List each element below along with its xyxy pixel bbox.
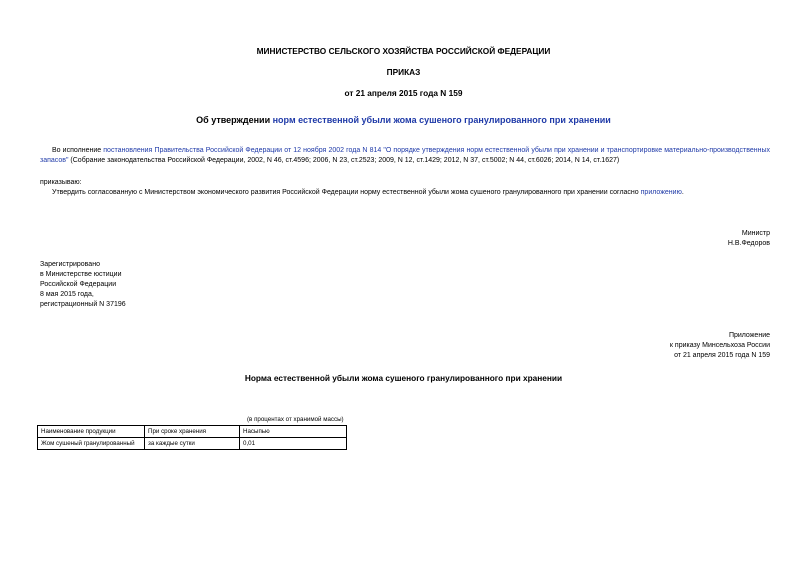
title-prefix: Об утверждении: [196, 115, 273, 125]
order-label: приказываю:: [40, 179, 82, 186]
preamble-text-end: (Собрание законодательства Российской Федерации, 2002, N 46, ст.4596; 2006, N 23, ст.2523; 2009, N 12, ст.1429; 2012, N 37, ст.5002; N 44, ст.6026; 2014, N 14, ст.1627): [68, 157, 620, 164]
registration-line: 8 мая 2015 года,: [40, 291, 94, 298]
preamble-paragraph: [40, 146, 770, 166]
document-type: ПРИКАЗ: [386, 67, 421, 77]
unit-note: (в процентах от хранимой массы): [247, 416, 344, 423]
signature-name: Н.В.Федоров: [727, 240, 770, 247]
table-header-row: [38, 426, 347, 438]
document-title: [0, 114, 807, 126]
registration-line: регистрационный N 37196: [40, 301, 126, 308]
document-date: от 21 апреля 2015 года N 159: [344, 88, 463, 98]
appendix-line: от 21 апреля 2015 года N 159: [674, 352, 770, 359]
table-cell: за каждые сутки: [145, 438, 240, 450]
registration-line: Российской Федерации: [40, 281, 117, 288]
header-cell-storage-period: При сроке хранения: [145, 426, 240, 438]
appendix-line: к приказу Минсельхоза России: [669, 342, 770, 349]
government-decree-link[interactable]: постановления Правительства Российской Федерации от 12 ноября 2002 года N 814 "О порядке утверждения норм естественной убыли при хранении и транспортировке материально-производственных запасов": [40, 147, 770, 164]
preamble-text-start: Во исполнение: [52, 147, 104, 154]
table-row: [38, 438, 347, 450]
order-text: Утвердить согласованную с Министерством экономического развития Российской Федерации норму естественной убыли жома сушеного гранулированного при хранении согласно: [52, 189, 641, 196]
ministry-heading: МИНИСТЕРСТВО СЕЛЬСКОГО ХОЗЯЙСТВА РОССИЙСКОЙ ФЕДЕРАЦИИ: [256, 46, 551, 56]
table-cell: Жом сушеный гранулированный: [38, 438, 145, 450]
header-cell-product: Наименование продукции: [38, 426, 145, 438]
table-cell: 0,01: [240, 438, 347, 450]
title-link[interactable]: норм естественной убыли жома сушеного гранулированного при хранении: [272, 115, 611, 125]
registration-line: Зарегистрировано: [40, 261, 100, 268]
order-end: .: [681, 189, 684, 196]
order-paragraph: [52, 188, 770, 198]
registration-block: [40, 260, 126, 310]
norm-title: Норма естественной убыли жома сушеного гранулированного при хранении: [244, 373, 563, 383]
appendix-block: [670, 331, 770, 361]
appendix-line: Приложение: [728, 332, 770, 339]
norm-table: [37, 425, 347, 450]
header-cell-bulk: Насыпью: [240, 426, 347, 438]
registration-line: в Министерстве юстиции: [40, 271, 122, 278]
signature-position: Министр: [741, 230, 770, 237]
appendix-link[interactable]: приложению: [640, 189, 682, 196]
